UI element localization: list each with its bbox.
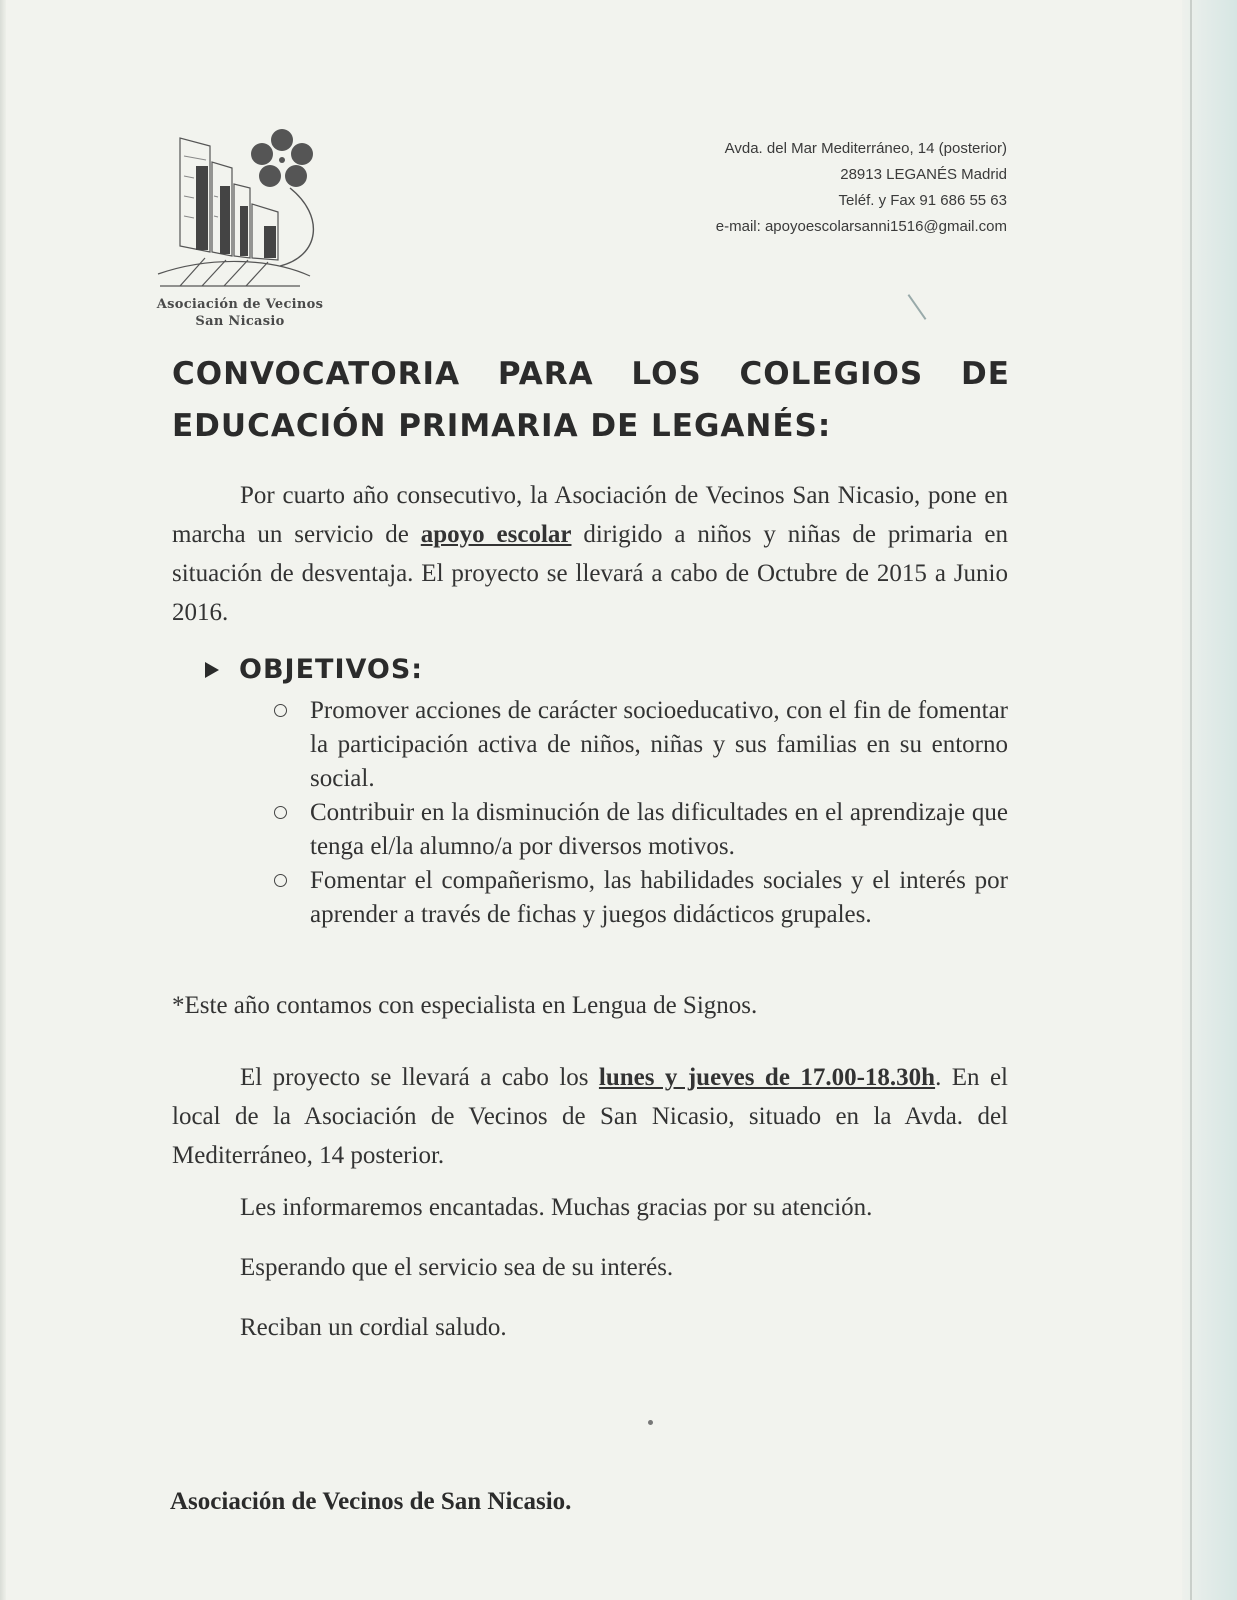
signature: Asociación de Vecinos de San Nicasio. — [170, 1488, 572, 1515]
scan-dot — [648, 1420, 653, 1425]
logo-caption-line1: Asociación de Vecinos — [156, 297, 324, 312]
objective-text: Promover acciones de carácter socioeducativo, con el fin de fomentar la participación activa de niños, niñas y sus familias en su entorno social. — [310, 697, 1008, 792]
logo-caption-line2: San Nicasio — [195, 314, 285, 329]
objectives-heading-text: OBJETIVOS: — [239, 654, 424, 685]
circle-bullet-icon — [274, 806, 287, 819]
address-city: 28913 LEGANÉS Madrid — [840, 166, 1007, 183]
objectives-heading — [205, 654, 423, 685]
list-item — [272, 796, 1008, 864]
title-word: DE — [961, 356, 1010, 392]
schedule-text-1: El proyecto se llevará a cabo los — [240, 1064, 599, 1091]
address-block — [716, 136, 1007, 240]
list-item — [272, 864, 1008, 932]
title-word: PARA — [497, 356, 594, 392]
intro-text-1: Por cuarto año consecutivo, la Asociación de Vecinos San Nicasio, pone en marcha un servicio de — [172, 482, 1008, 548]
scan-mark — [908, 294, 927, 320]
schedule-highlight: lunes y jueves de 17.00-18.30h — [598, 1064, 936, 1091]
logo-caption — [150, 296, 330, 330]
address-street: Avda. del Mar Mediterráneo, 14 (posterior) — [724, 140, 1007, 157]
title-word: COLEGIOS — [739, 356, 924, 392]
title-line1 — [172, 348, 1010, 400]
sign-language-note: *Este año contamos con especialista en Lengua de Signos. — [172, 992, 758, 1019]
title-word: CONVOCATORIA — [172, 356, 461, 392]
closing-line3: Reciban un cordial saludo. — [240, 1314, 507, 1341]
scan-edge-left — [0, 0, 6, 1600]
title-line2: EDUCACIÓN PRIMARIA DE LEGANÉS: — [172, 408, 832, 444]
address-email: e-mail: apoyoescolarsanni1516@gmail.com — [715, 218, 1007, 235]
list-item — [272, 694, 1008, 796]
objectives-list — [272, 694, 1008, 932]
closing-line1: Les informaremos encantadas. Muchas gracias por su atención. — [240, 1194, 873, 1221]
schedule-text-2: . En el local de la Asociación de Vecinos de San Nicasio, situado en la Avda. del Mediterráneo, 14 posterior. — [172, 1064, 1008, 1169]
building-flower-logo-icon — [150, 126, 330, 291]
association-logo — [150, 126, 330, 336]
title-word: LOS — [631, 356, 702, 392]
schedule-paragraph — [172, 1058, 1008, 1175]
intro-paragraph — [172, 476, 1008, 632]
intro-highlight: apoyo escolar — [420, 521, 572, 548]
objective-text: Fomentar el compañerismo, las habilidades sociales y el interés por aprender a través de fichas y juegos didácticos grupales. — [310, 867, 1008, 928]
objective-text: Contribuir en la disminución de las dificultades en el aprendizaje que tenga el/la alumno/a por diversos motivos. — [310, 799, 1008, 860]
intro-text-2: dirigido a niños y niñas de primaria en situación de desventaja. El proyecto se llevará a cabo de Octubre de 2015 a Junio 2016. — [172, 521, 1009, 626]
arrow-bullet-icon — [205, 662, 219, 678]
address-phone: Teléf. y Fax 91 686 55 63 — [838, 192, 1007, 209]
circle-bullet-icon — [274, 874, 287, 887]
page-title — [172, 348, 1010, 452]
scan-edge-right — [1182, 0, 1237, 1600]
circle-bullet-icon — [274, 704, 287, 717]
closing-line2: Esperando que el servicio sea de su interés. — [240, 1254, 674, 1281]
